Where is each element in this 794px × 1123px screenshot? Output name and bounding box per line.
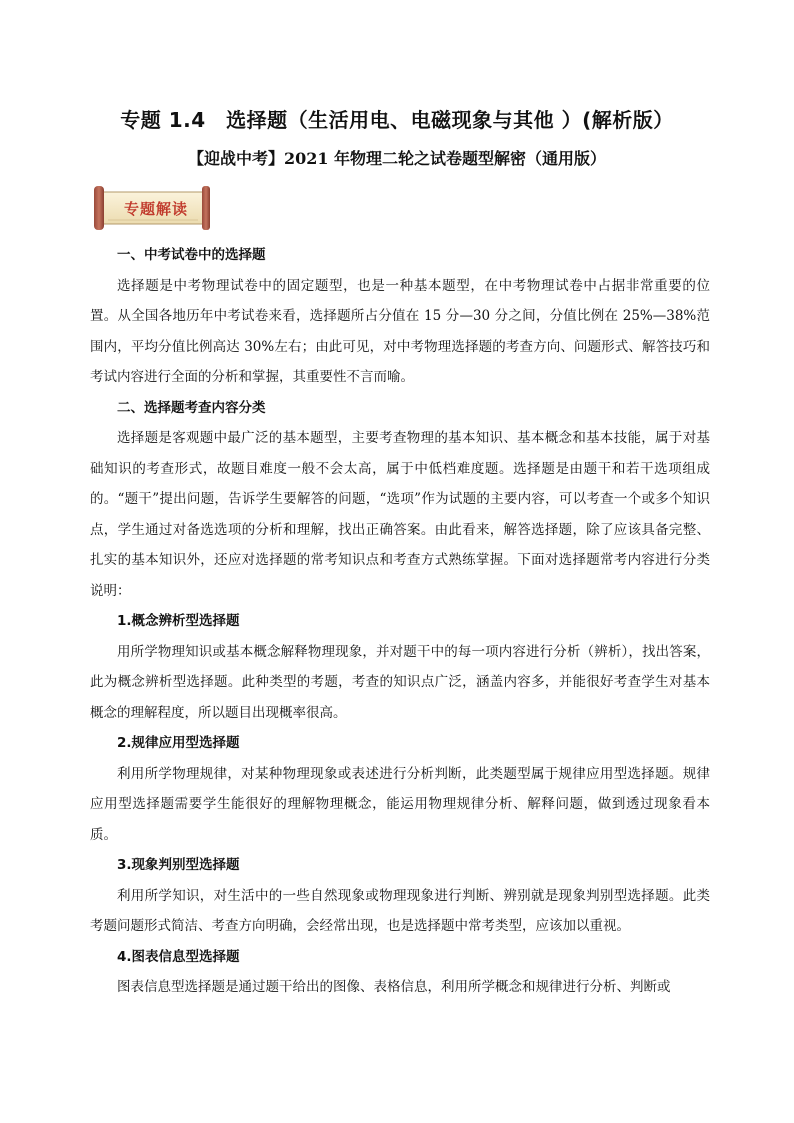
section-heading: 1.概念辨析型选择题 xyxy=(117,613,240,629)
section-heading: 一、中考试卷中的选择题 xyxy=(117,247,266,263)
document-body xyxy=(90,240,710,1003)
badge-label: 专题解读 xyxy=(123,200,188,218)
section-heading: 4.图表信息型选择题 xyxy=(117,948,240,965)
section-badge xyxy=(90,184,212,232)
section-paragraph: 利用所学物理规律，对某种物理现象或表述进行分析判断，此类题型属于规律应用型选择题。规律应用型选择题需要学生能很好的理解物理概念，能运用物理规律分析、解释问题，做到透过现象看本质。 xyxy=(90,765,710,843)
section-paragraph: 用所学物理知识或基本概念解释物理现象，并对题干中的每一项内容进行分析（辨析），找出答案，此为概念辨析型选择题。此种类型的考题，考查的知识点广泛，涵盖内容多，并能很好考查学生对基本概念的理解程度，所以题目出现概率很高。 xyxy=(90,643,710,721)
section-paragraph: 选择题是客观题中最广泛的基本题型，主要考查物理的基本知识、基本概念和基本技能，属于对基础知识的考查形式，故题目难度一般不会太高，属于中低档难度题。选择题是由题干和若干选项组成的。“题干”提出问题，告诉学生要解答的问题，“选项”作为试题的主要内容，可以考查一个或多个知识点，学生通过对备选选项的分析和理解，找出正确答案。由此看来，解答选择题，除了应该具备完整、扎实的基本知识外，还应对选择题的常考知识点和考查方式熟练掌握。下面对选择题常考内容进行分类说明： xyxy=(90,430,710,599)
section-paragraph: 利用所学知识，对生活中的一些自然现象或物理现象进行判断、辨别就是现象判别型选择题。此类考题问题形式简洁、考查方向明确，会经常出现，也是选择题中常考类型，应该加以重视。 xyxy=(90,887,710,934)
section-paragraph: 选择题是中考物理试卷中的固定题型，也是一种基本题型，在中考物理试卷中占据非常重要的位置。从全国各地历年中考试卷来看，选择题所占分值在 15 分—30 分之间，分值比例在 25%—38%范围内，平均分值比例高达 30%左右；由此可见，对中考物理选择题的考查方向、问题形式、解答技巧和考试内容进行全面的分析和掌握，其重要性不言而喻。 xyxy=(90,277,710,385)
section-heading: 3.现象判别型选择题 xyxy=(117,857,240,873)
section-heading: 二、选择题考查内容分类 xyxy=(117,399,266,416)
page-title: 专题 1.4 选择题（生活用电、电磁现象与其他 ）(解析版） xyxy=(120,108,674,132)
page-subtitle: 【迎战中考】2021 年物理二轮之试卷题型解密（通用版） xyxy=(187,149,607,168)
section-paragraph: 图表信息型选择题是通过题干给出的图像、表格信息，利用所学概念和规律进行分析、判断或 xyxy=(117,979,671,995)
section-heading: 2.规律应用型选择题 xyxy=(117,735,240,751)
